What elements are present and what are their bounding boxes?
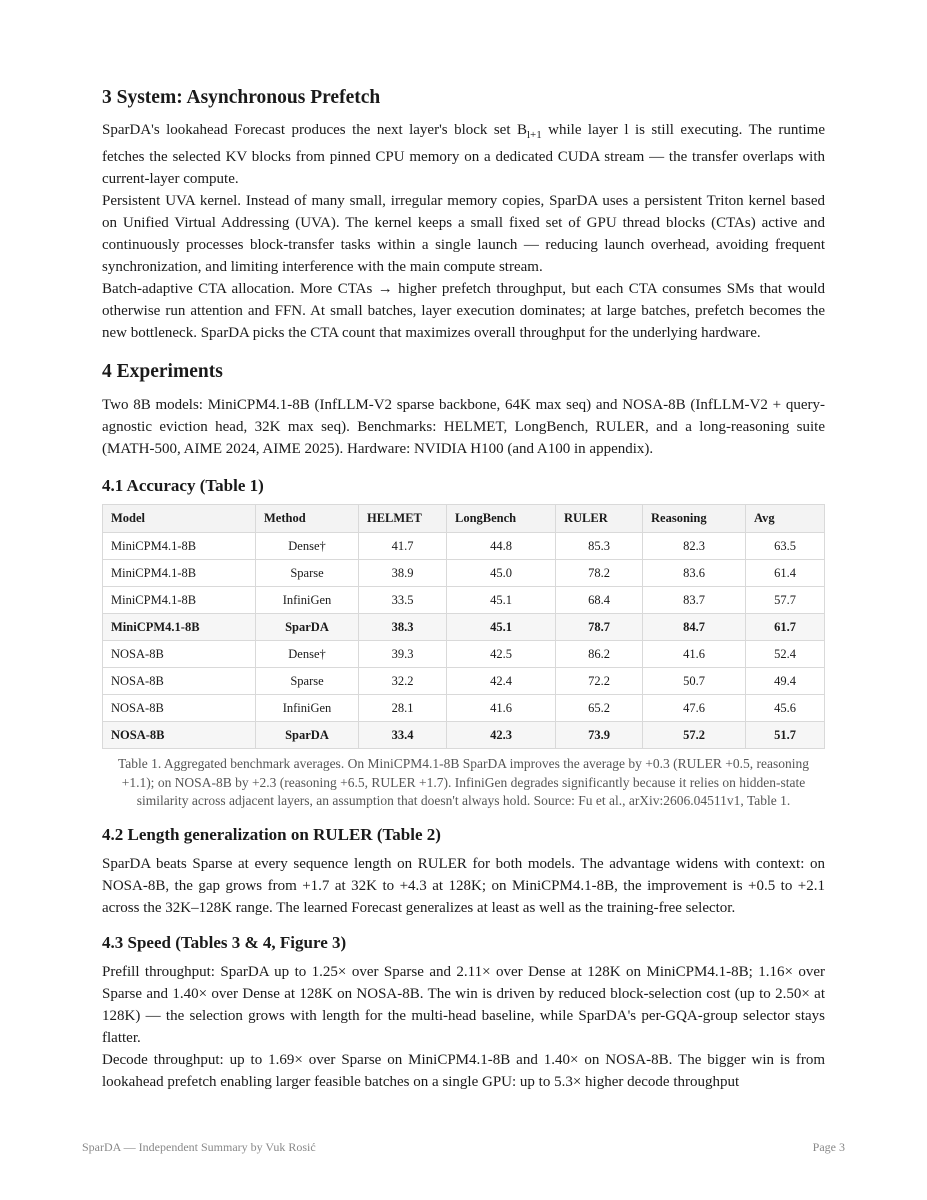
table-cell: 49.4: [746, 668, 825, 695]
section-4-2-title: 4.2 Length generalization on RULER (Table 2): [102, 824, 441, 844]
table-cell: 50.7: [643, 668, 746, 695]
table-header-cell: RULER: [556, 505, 643, 533]
table-cell: 86.2: [556, 641, 643, 668]
table-cell: 72.2: [556, 668, 643, 695]
section-3: [102, 86, 825, 344]
section-4-3: [102, 933, 825, 1093]
table-cell: 61.7: [746, 614, 825, 641]
table-cell: 47.6: [643, 695, 746, 722]
table-cell: 57.7: [746, 587, 825, 614]
table-cell: 32.2: [359, 668, 447, 695]
table-cell: 44.8: [447, 533, 556, 560]
table-row: [103, 722, 825, 749]
table-cell: 84.7: [643, 614, 746, 641]
table-cell: 42.4: [447, 668, 556, 695]
table-cell: NOSA-8B: [103, 722, 256, 749]
table-row: [103, 668, 825, 695]
table-cell: InfiniGen: [256, 695, 359, 722]
table-cell: 41.7: [359, 533, 447, 560]
table-cell: 33.5: [359, 587, 447, 614]
table-cell: 45.1: [447, 587, 556, 614]
section-4-1: [102, 476, 825, 811]
section-4-3-paragraph-1: Prefill throughput: SparDA up to 1.25× over Sparse and 2.11× over Dense at 128K on MiniCPM4.1-8B; 1.16× over Sparse and 1.40× over Dense at 128K on NOSA-8B. The win is driven by reduced block-selection cost (up to 2.50× at 128K) — the selection grows with length for the multi-head baseline, while SparDA's per-GQA-group selector stays flatter.: [102, 964, 825, 1047]
table-cell: 83.7: [643, 587, 746, 614]
table-cell: 52.4: [746, 641, 825, 668]
table-caption: Table 1. Aggregated benchmark averages. On MiniCPM4.1-8B SparDA improves the average by +0.3 (RULER +0.5, reasoning +1.1); on NOSA-8B by +2.3 (reasoning +6.5, RULER +1.7). InfiniGen degrades significantly because it relies on hidden-state similarity across adjacent layers, an assumption that doesn't always hold. Source: Fu et al., arXiv:2606.04511v1, Table 1.: [117, 756, 809, 809]
table-cell: 78.7: [556, 614, 643, 641]
page-footer: [82, 1140, 845, 1155]
table-cell: 41.6: [643, 641, 746, 668]
table-cell: 39.3: [359, 641, 447, 668]
section-3-paragraph-3: Batch-adaptive CTA allocation. More CTAs → higher prefetch throughput, but each CTA consumes SMs that would otherwise run attention and FFN. At small batches, layer execution dominates; at large batches, prefetch becomes the new bottleneck. SparDA picks the CTA count that maximizes overall throughput for the underlying hardware.: [102, 281, 825, 342]
table-cell: 45.6: [746, 695, 825, 722]
table-cell: 38.9: [359, 560, 447, 587]
table-cell: 28.1: [359, 695, 447, 722]
table-cell: 38.3: [359, 614, 447, 641]
table-row: [103, 533, 825, 560]
table-cell: 41.6: [447, 695, 556, 722]
table-header-cell: Avg: [746, 505, 825, 533]
accuracy-table: [102, 504, 825, 749]
section-4-3-title: 4.3 Speed (Tables 3 & 4, Figure 3): [102, 933, 347, 953]
table-cell: 73.9: [556, 722, 643, 749]
section-4: [102, 360, 825, 459]
table-cell: 85.3: [556, 533, 643, 560]
p1-text-a: SparDA's lookahead Forecast produces the next layer's block set B: [102, 122, 527, 139]
section-4-1-title: 4.1 Accuracy (Table 1): [102, 475, 264, 495]
table-cell: 45.1: [447, 614, 556, 641]
table-cell: MiniCPM4.1-8B: [103, 614, 256, 641]
table-row: [103, 587, 825, 614]
table-cell: 45.0: [447, 560, 556, 587]
table-cell: 42.5: [447, 641, 556, 668]
table-cell: 83.6: [643, 560, 746, 587]
table-cell: NOSA-8B: [103, 668, 256, 695]
table-cell: 51.7: [746, 722, 825, 749]
table-cell: 61.4: [746, 560, 825, 587]
table-header-cell: Method: [256, 505, 359, 533]
section-3-title: 3 System: Asynchronous Prefetch: [102, 87, 381, 108]
table-cell: MiniCPM4.1-8B: [103, 587, 256, 614]
table-cell: 65.2: [556, 695, 643, 722]
table-cell: Sparse: [256, 560, 359, 587]
table-header-cell: Reasoning: [643, 505, 746, 533]
table-row: [103, 695, 825, 722]
section-4-2-paragraph-1: SparDA beats Sparse at every sequence length on RULER for both models. The advantage widens with context: on NOSA-8B, the gap grows from +1.7 at 32K to +4.3 at 128K; on MiniCPM4.1-8B, the improvement is +0.5 to +2.1 across the 32K–128K range. The learned Forecast generalizes at least as well as the training-free selector.: [102, 856, 825, 917]
table-cell: Sparse: [256, 668, 359, 695]
table-row: [103, 614, 825, 641]
table-cell: 82.3: [643, 533, 746, 560]
table-cell: MiniCPM4.1-8B: [103, 560, 256, 587]
p1-subscript: l+1: [526, 129, 542, 142]
table-cell: Dense†: [256, 641, 359, 668]
table-cell: 33.4: [359, 722, 447, 749]
section-4-2: [102, 825, 825, 919]
section-4-title: 4 Experiments: [102, 361, 223, 383]
table-cell: 68.4: [556, 587, 643, 614]
table-cell: 78.2: [556, 560, 643, 587]
page-number: Page 3: [812, 1140, 845, 1154]
table-row: [103, 560, 825, 587]
table-header-cell: LongBench: [447, 505, 556, 533]
table-cell: InfiniGen: [256, 587, 359, 614]
table-cell: Dense†: [256, 533, 359, 560]
table-header-cell: Model: [103, 505, 256, 533]
section-3-paragraph-1: [102, 119, 825, 190]
section-4-3-paragraph-2: Decode throughput: up to 1.69× over Sparse on MiniCPM4.1-8B and 1.40× on NOSA-8B. The bigger win is from lookahead prefetch enabling larger feasible batches on a single GPU: up to 5.3× higher decode throughput: [102, 1052, 825, 1091]
p1-text-b: while layer l is still executing. The runtime fetches the selected KV blocks from pinned CPU memory on a dedicated CUDA stream — the transfer overlaps with current-layer compute.: [102, 122, 826, 188]
table-row: [103, 641, 825, 668]
table-cell: NOSA-8B: [103, 695, 256, 722]
table-cell: 57.2: [643, 722, 746, 749]
table-header-row: [103, 505, 825, 533]
table-cell: 42.3: [447, 722, 556, 749]
footer-credit: SparDA — Independent Summary by Vuk Rosić: [82, 1140, 316, 1154]
table-cell: SparDA: [256, 722, 359, 749]
page-body: [102, 86, 825, 1093]
table-header-cell: HELMET: [359, 505, 447, 533]
table-cell: 63.5: [746, 533, 825, 560]
section-3-paragraph-2: Persistent UVA kernel. Instead of many small, irregular memory copies, SparDA uses a persistent Triton kernel based on Unified Virtual Addressing (UVA). The kernel keeps a small fixed set of GPU thread blocks (CTAs) active and continuously processes block-transfer tasks within a single launch — reducing launch overhead, avoiding frequent synchronization, and limiting interference with the main compute stream.: [102, 193, 825, 276]
table-cell: NOSA-8B: [103, 641, 256, 668]
table-cell: MiniCPM4.1-8B: [103, 533, 256, 560]
section-4-paragraph-1: Two 8B models: MiniCPM4.1-8B (InfLLM-V2 sparse backbone, 64K max seq) and NOSA-8B (InfLLM-V2 + query-agnostic eviction head, 32K max seq). Benchmarks: HELMET, LongBench, RULER, and a long-reasoning suite (MATH-500, AIME 2024, AIME 2025). Hardware: NVIDIA H100 (and A100 in appendix).: [102, 396, 825, 457]
table-cell: SparDA: [256, 614, 359, 641]
